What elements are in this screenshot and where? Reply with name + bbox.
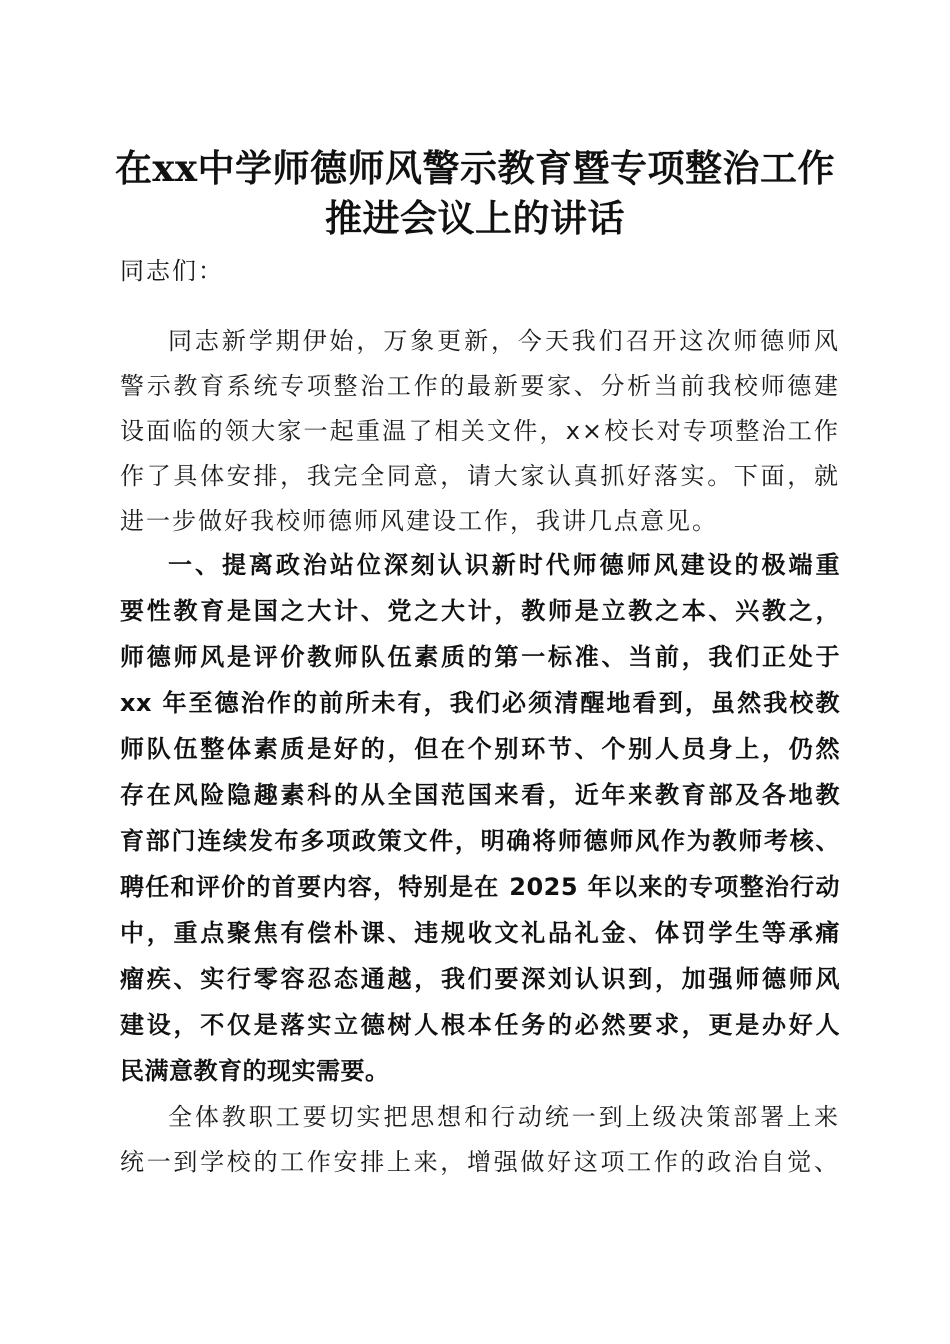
section-line: 聘任和评价的首要内容，特别是在 2025 年以来的专项整治行动	[120, 873, 840, 901]
paragraph-line: 统一到学校的工作安排上来，增强做好这项工作的政治自觉、	[120, 1148, 840, 1176]
section-line: 中，重点聚焦有偿朴课、违规收文礼品礼金、体罚学生等承痛	[120, 919, 840, 947]
section-line: 存在风险隐趣素科的从全国范国来看，近年来教育部及各地教	[120, 781, 840, 809]
paragraph-line: 警示教育系统专项整治工作的最新要家、分析当前我校师德建	[120, 372, 840, 400]
section-line: 师队伍整体素质是好的，但在个别环节、个别人员身上，仍然	[120, 735, 840, 763]
paragraph-line: 同志新学期伊始，万象更新，今天我们召开这次师德师风	[168, 327, 840, 355]
paragraph-line: 全体教职工要切实把思想和行动统一到上级决策部署上来	[168, 1103, 840, 1131]
section-line: 一、提离政治站位深刻认识新时代师德师风建设的极端重	[168, 551, 840, 579]
document-title-line-2: 推进会议上的讲话	[325, 196, 625, 240]
section-line: 瘤疾、实行零容忍态通越，我们要深刘认识到，加强师德师风	[120, 965, 840, 993]
section-line: 要性教育是国之大计、党之大计，教师是立教之本、兴教之，	[120, 597, 840, 625]
document-title-line-1: 在xx中学师德师风警示教育暨专项整治工作	[114, 146, 836, 190]
section-line: 育部门连续发布多项政策文件，明确将师德师风作为教师考核、	[120, 827, 840, 855]
section-line: xx 年至德治作的前所未有，我们必须清醒地看到，虽然我校教	[120, 689, 840, 717]
paragraph-line: 进一步做好我校师德师风建设工作，我讲几点意见。	[120, 507, 718, 535]
section-line: 师德师风是评价教师队伍素质的第一标准、当前，我们正处于	[120, 643, 840, 671]
paragraph-line: 设面临的领大家一起重温了相关文件，x×校长对专项整治工作	[120, 417, 840, 445]
paragraph-line: 作了具体安排，我完全同意，请大家认真抓好落实。下面，就	[120, 462, 840, 490]
section-line: 民满意教育的现实需要。	[120, 1057, 390, 1085]
greeting: 同志们：	[120, 257, 224, 285]
section-line: 建设，不仅是落实立德树人根本任务的必然要求，更是办好人	[120, 1011, 840, 1039]
